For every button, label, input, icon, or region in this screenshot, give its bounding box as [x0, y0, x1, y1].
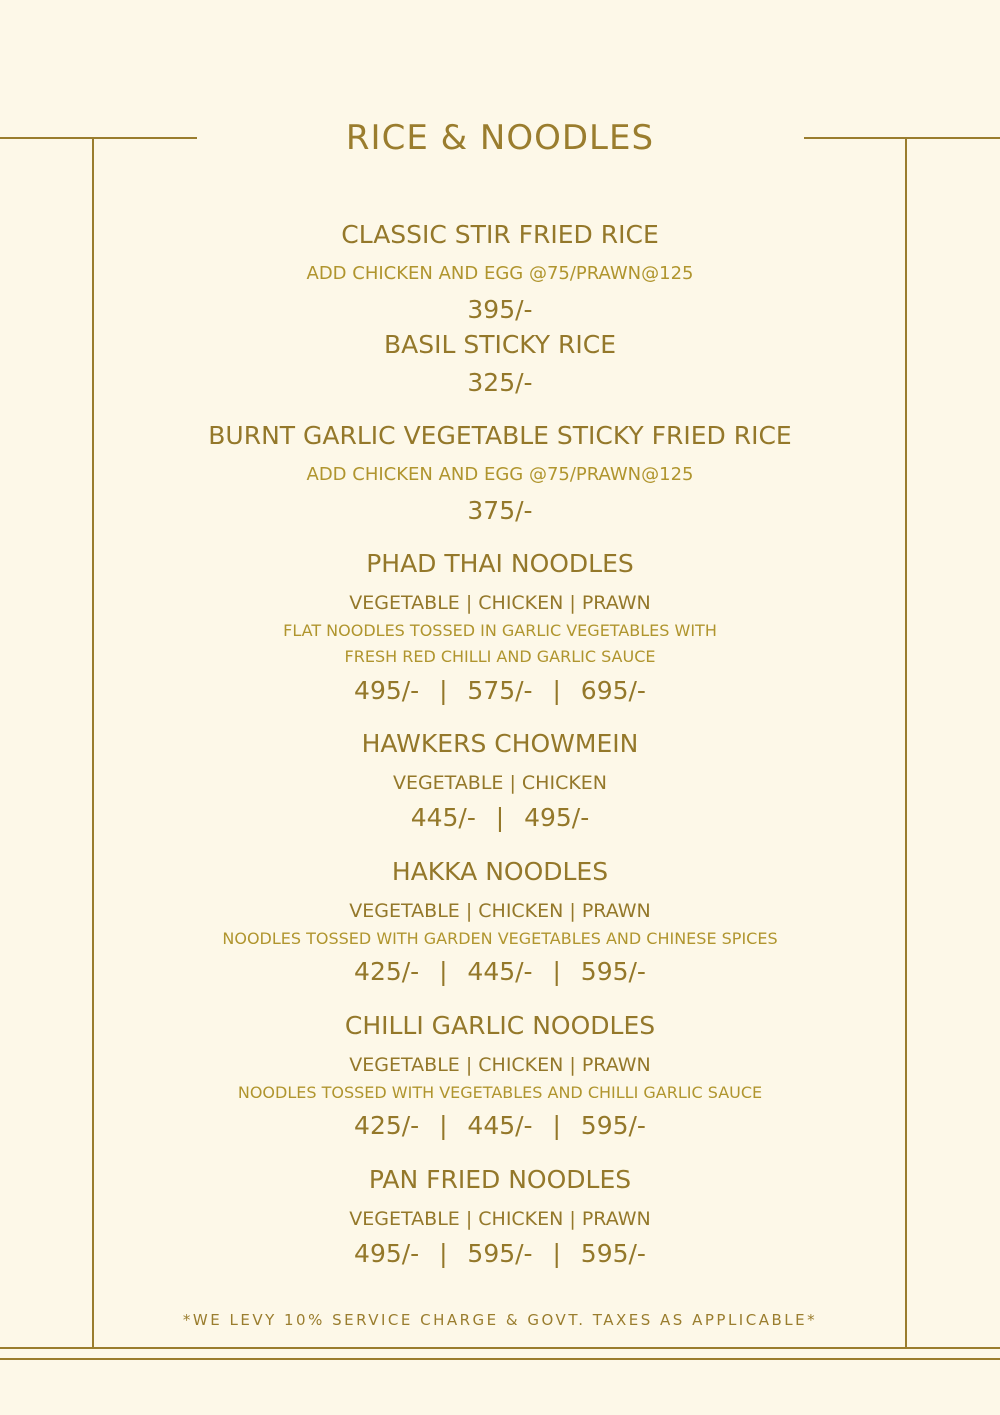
item-name: BASIL STICKY RICE — [383, 330, 617, 359]
item-name: PHAD THAI NOODLES — [366, 549, 634, 578]
item-price: 495/- | 575/- | 695/- — [354, 676, 646, 705]
item-price: 395/- — [467, 295, 533, 324]
item-price: 375/- — [467, 496, 533, 525]
item-variants: VEGETABLE | CHICKEN | PRAWN — [349, 592, 651, 614]
bottom-rule-1 — [0, 1347, 1000, 1349]
item-price: 425/- | 445/- | 595/- — [354, 957, 646, 986]
item-addon: ADD CHICKEN AND EGG @75/PRAWN@125 — [306, 464, 694, 485]
item-price: 425/- | 445/- | 595/- — [354, 1111, 646, 1140]
item-price: 495/- | 595/- | 595/- — [354, 1239, 646, 1268]
item-variants: VEGETABLE | CHICKEN | PRAWN — [349, 1208, 651, 1230]
page-title: RICE & NOODLES — [345, 118, 655, 158]
item-addon: ADD CHICKEN AND EGG @75/PRAWN@125 — [306, 263, 694, 284]
item-variants: VEGETABLE | CHICKEN — [392, 772, 608, 794]
item-price: 325/- — [467, 368, 533, 397]
item-price: 445/- | 495/- — [410, 803, 590, 832]
bottom-rule-2 — [0, 1358, 1000, 1360]
item-description: FRESH RED CHILLI AND GARLIC SAUCE — [344, 647, 656, 666]
item-description: NOODLES TOSSED WITH VEGETABLES AND CHILLI GARLIC SAUCE — [237, 1083, 763, 1102]
item-name: HAWKERS CHOWMEIN — [361, 729, 639, 758]
item-description: FLAT NOODLES TOSSED IN GARLIC VEGETABLES WITH — [283, 621, 717, 640]
item-name: CHILLI GARLIC NOODLES — [344, 1011, 656, 1040]
item-name: PAN FRIED NOODLES — [368, 1165, 632, 1194]
service-charge-note: *WE LEVY 10% SERVICE CHARGE & GOVT. TAXES AS APPLICABLE* — [182, 1311, 818, 1329]
item-variants: VEGETABLE | CHICKEN | PRAWN — [349, 1054, 651, 1076]
item-description: NOODLES TOSSED WITH GARDEN VEGETABLES AND CHINESE SPICES — [222, 929, 778, 948]
item-variants: VEGETABLE | CHICKEN | PRAWN — [349, 900, 651, 922]
item-name: HAKKA NOODLES — [391, 857, 609, 886]
item-name: CLASSIC STIR FRIED RICE — [341, 220, 659, 249]
item-name: BURNT GARLIC VEGETABLE STICKY FRIED RICE — [208, 421, 792, 450]
